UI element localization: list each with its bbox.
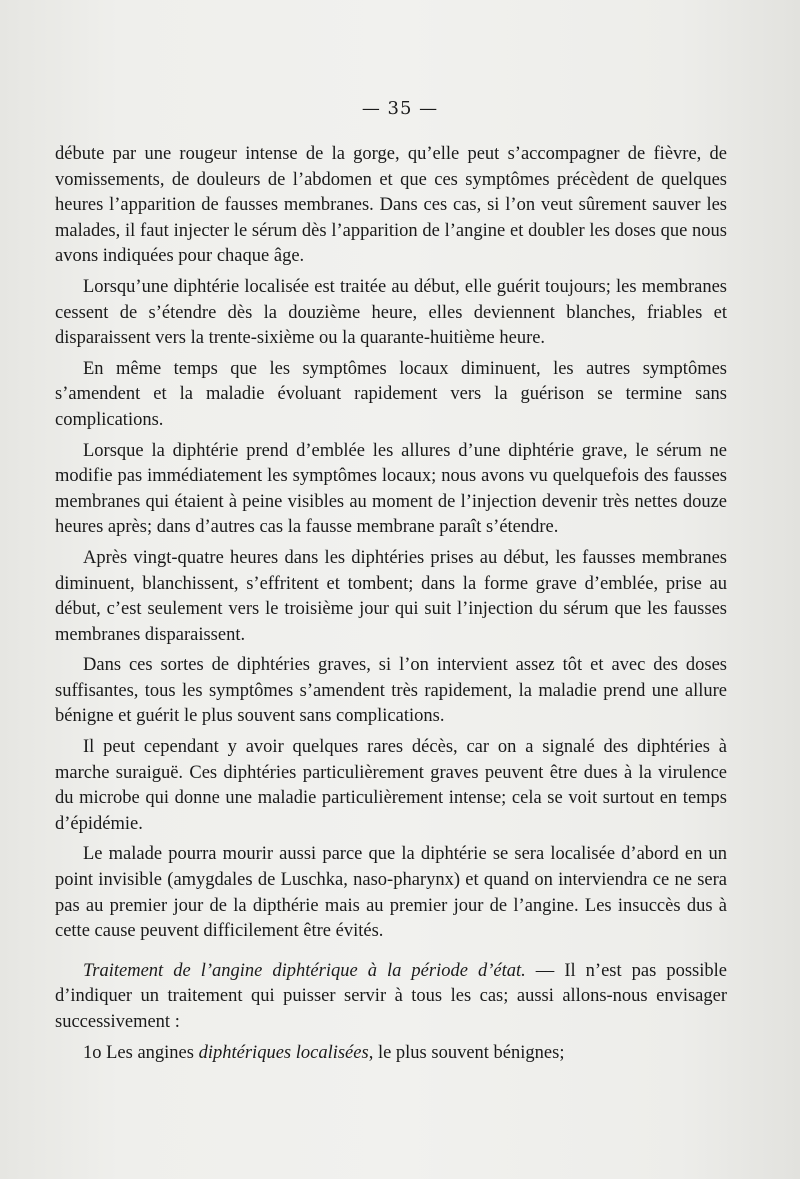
section-text: — Il n’est pas possible d’indiquer un traitement qui puisser servir à tous les cas; aussi allons-nous envisager successivement : — [55, 960, 727, 1032]
paragraph: débute par une rougeur intense de la gorge, qu’elle peut s’accompagner de fièvre, de vomissements, de douleurs de l’abdomen et que ces symptômes précèdent de quelques heures l’apparition de fausses membranes. Dans ces cas, si l’on veut sûrement sauver les malades, il faut injecter le sérum dès l’apparition de l’angine et doubler les doses que nous avons indiquées pour chaque âge. — [55, 144, 727, 267]
list-item — [55, 1041, 727, 1067]
paragraph: Il peut cependant y avoir quelques rares décès, car on a signalé des diphtéries à marche suraiguë. Ces diphtéries particulièrement graves peuvent être dues à la virulence du microbe qui donne une maladie particulièrement intense; cela se voit surtout en temps d’épidémie. — [55, 737, 727, 834]
list-item-number: 1o — [83, 1042, 102, 1063]
list-item-text-end: , le plus souvent bénignes; — [368, 1042, 565, 1063]
paragraph: En même temps que les symptômes locaux diminuent, les autres symptômes s’amendent et la maladie évoluant rapidement vers la guérison se termine sans complications. — [55, 358, 727, 430]
page-number: — 35 — — [361, 98, 439, 119]
paragraph: Lorsque la diphtérie prend d’emblée les allures d’une diphtérie grave, le sérum ne modifie pas immédiatement les symptômes locaux; nous avons vu quelquefois des fausses membranes qui étaient à peine visibles au moment de l’injection devenir très nettes douze heures après; dans d’autres cas la fausse membrane paraît s’étendre. — [55, 440, 727, 538]
list-item-text: Les angines — [101, 1042, 199, 1063]
list-item-emphasis: diphtériques localisées — [198, 1042, 369, 1063]
section-paragraph — [55, 959, 727, 1036]
body-text — [55, 142, 727, 1071]
paragraph: Dans ces sortes de diphtéries graves, si l’on intervient assez tôt et avec des doses suffisantes, tous les symptômes s’amendent très rapidement, la maladie prend une allure bénigne et guérit le plus souvent sans complications. — [55, 655, 727, 727]
paragraph: Lorsqu’une diphtérie localisée est traitée au début, elle guérit toujours; les membranes cessent de s’étendre dès la douzième heure, elles deviennent blanches, friables et disparaissent vers la trente-sixième ou la quarante-huitième heure. — [55, 276, 727, 349]
paragraph: Le malade pourra mourir aussi parce que la diphtérie se sera localisée d’abord en un point invisible (amygdales de Luschka, naso-pharynx) et quand on interviendra ce ne sera pas au premier jour de la dipthérie mais au premier jour de l’angine. Les insuccès dus à cette cause peuvent difficilement être évités. — [55, 844, 727, 942]
section-heading: Traitement de l’angine diphtérique à la période d’état. — [83, 960, 526, 981]
paragraph: Après vingt-quatre heures dans les diphtéries prises au début, les fausses membranes diminuent, blanchissent, s’effritent et tombent; dans la forme grave d’emblée, prise au début, c’est seulement vers le troisième jour qui suit l’injection du sérum que les fausses membranes disparaissent. — [55, 547, 727, 645]
